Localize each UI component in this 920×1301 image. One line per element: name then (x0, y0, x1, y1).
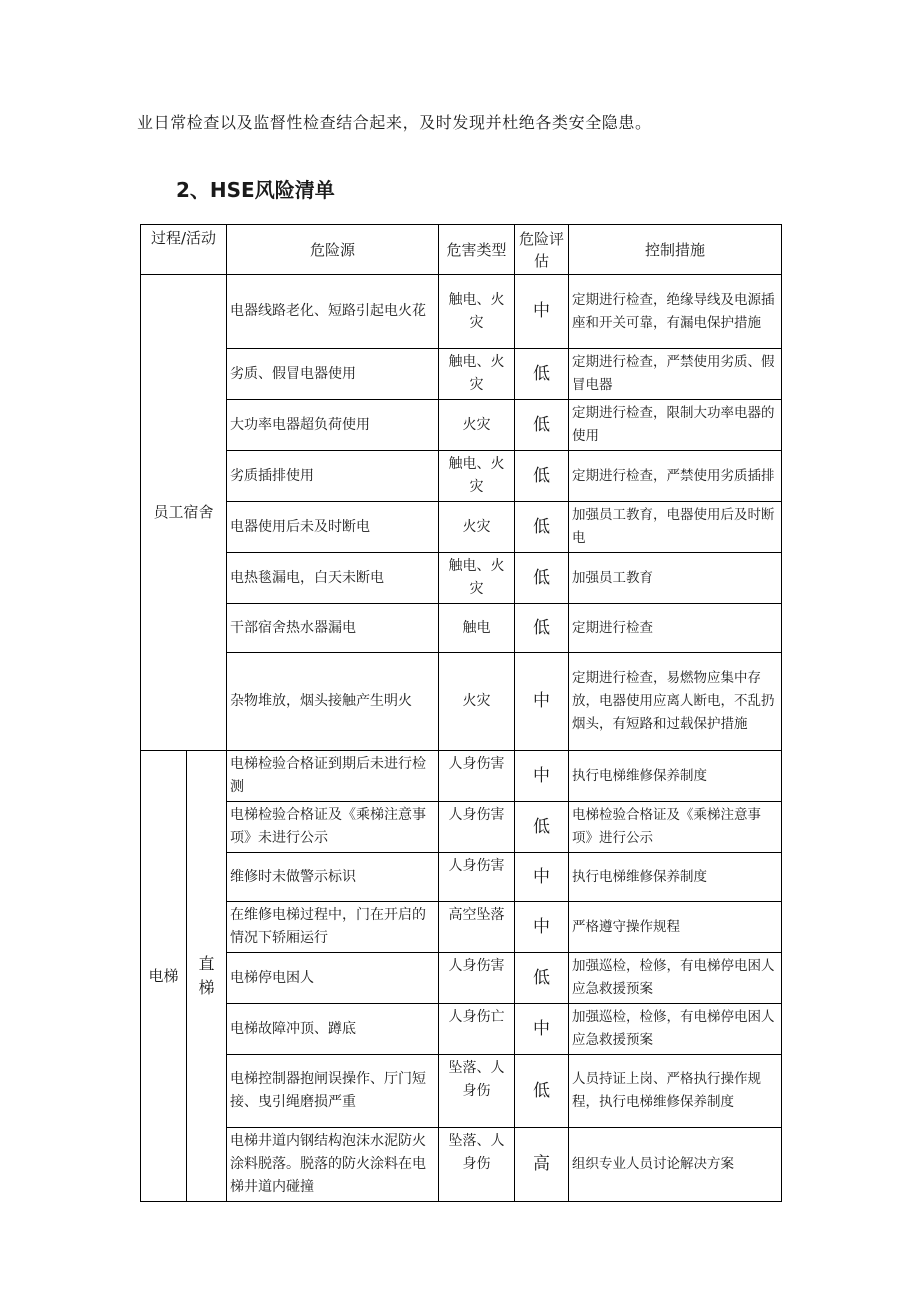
group-elevator: 电梯 (141, 751, 187, 1202)
table-row (141, 1004, 782, 1055)
cell-source: 电器使用后未及时断电 (227, 502, 439, 553)
table-row (141, 1055, 782, 1128)
cell-control: 定期进行检查，严禁使用劣质、假冒电器 (569, 349, 782, 400)
cell-type: 触电 (439, 604, 515, 653)
cell-control: 定期进行检查，限制大功率电器的使用 (569, 400, 782, 451)
cell-control: 加强员工教育 (569, 553, 782, 604)
subgroup-label: 直梯 (198, 954, 215, 997)
cell-type: 人身伤害 (439, 751, 515, 802)
cell-level: 低 (515, 953, 569, 1004)
group-dormitory: 员工宿舍 (141, 275, 227, 751)
cell-level: 中 (515, 853, 569, 902)
cell-type: 触电、火灾 (439, 275, 515, 349)
cell-level: 中 (515, 751, 569, 802)
cell-control: 电梯检验合格证及《乘梯注意事项》进行公示 (569, 802, 782, 853)
cell-source: 电器线路老化、短路引起电火花 (227, 275, 439, 349)
cell-control: 定期进行检查 (569, 604, 782, 653)
table-row (141, 349, 782, 400)
cell-control: 定期进行检查，严禁使用劣质插排 (569, 451, 782, 502)
hse-risk-table (140, 224, 782, 1202)
cell-type: 坠落、人身伤 (439, 1055, 515, 1128)
cell-level: 低 (515, 1055, 569, 1128)
cell-type: 火灾 (439, 400, 515, 451)
cell-control: 组织专业人员讨论解决方案 (569, 1128, 782, 1202)
table-row (141, 902, 782, 953)
cell-level: 中 (515, 902, 569, 953)
table-row (141, 502, 782, 553)
header-source: 危险源 (227, 225, 439, 275)
cell-control: 严格遵守操作规程 (569, 902, 782, 953)
cell-source: 电梯检验合格证到期后未进行检测 (227, 751, 439, 802)
table-row (141, 451, 782, 502)
cell-source: 劣质、假冒电器使用 (227, 349, 439, 400)
cell-control: 定期进行检查，绝缘导线及电源插座和开关可靠，有漏电保护措施 (569, 275, 782, 349)
cell-source: 在维修电梯过程中，门在开启的情况下轿厢运行 (227, 902, 439, 953)
cell-source: 电梯井道内钢结构泡沫水泥防火涂料脱落。脱落的防火涂料在电梯井道内碰撞 (227, 1128, 439, 1202)
table-row (141, 400, 782, 451)
cell-source: 大功率电器超负荷使用 (227, 400, 439, 451)
cell-type: 人身伤害 (439, 953, 515, 1004)
table-row (141, 853, 782, 902)
cell-level: 低 (515, 802, 569, 853)
cell-control: 执行电梯维修保养制度 (569, 751, 782, 802)
table-header-row (141, 225, 782, 275)
cell-level: 低 (515, 451, 569, 502)
cell-type: 坠落、人身伤 (439, 1128, 515, 1202)
section-heading: 2、HSE风险清单 (176, 178, 335, 202)
table-row (141, 751, 782, 802)
header-process: 过程/活动 (141, 225, 227, 275)
cell-type: 高空坠落 (439, 902, 515, 953)
table-row (141, 653, 782, 751)
cell-control: 加强员工教育，电器使用后及时断电 (569, 502, 782, 553)
cell-level: 低 (515, 349, 569, 400)
table-row (141, 553, 782, 604)
cell-control: 加强巡检，检修，有电梯停电困人应急救援预案 (569, 953, 782, 1004)
cell-source: 电热毯漏电，白天未断电 (227, 553, 439, 604)
cell-level: 高 (515, 1128, 569, 1202)
header-type: 危害类型 (439, 225, 515, 275)
header-control: 控制措施 (569, 225, 782, 275)
cell-source: 劣质插排使用 (227, 451, 439, 502)
cell-level: 低 (515, 400, 569, 451)
table-row (141, 1128, 782, 1202)
cell-source: 电梯故障冲顶、蹲底 (227, 1004, 439, 1055)
cell-source: 电梯停电困人 (227, 953, 439, 1004)
table-row (141, 604, 782, 653)
cell-source: 杂物堆放，烟头接触产生明火 (227, 653, 439, 751)
cell-type: 触电、火灾 (439, 349, 515, 400)
cell-type: 触电、火灾 (439, 553, 515, 604)
cell-control: 人员持证上岗、严格执行操作规程，执行电梯维修保养制度 (569, 1055, 782, 1128)
cell-type: 人身伤亡 (439, 1004, 515, 1055)
cell-type: 人身伤害 (439, 853, 515, 902)
table-row (141, 275, 782, 349)
cell-control: 加强巡检，检修，有电梯停电困人应急救援预案 (569, 1004, 782, 1055)
cell-level: 中 (515, 1004, 569, 1055)
cell-level: 中 (515, 275, 569, 349)
header-level: 危险评估 (515, 225, 569, 275)
subgroup-straight-elevator (187, 751, 227, 1202)
cell-type: 火灾 (439, 653, 515, 751)
table-row (141, 802, 782, 853)
cell-source: 电梯控制器抱闸误操作、厅门短接、曳引绳磨损严重 (227, 1055, 439, 1128)
cell-level: 低 (515, 502, 569, 553)
cell-type: 触电、火灾 (439, 451, 515, 502)
cell-source: 维修时未做警示标识 (227, 853, 439, 902)
intro-paragraph: 业日常检查以及监督性检查结合起来，及时发现并杜绝各类安全隐患。 (137, 113, 652, 132)
cell-level: 低 (515, 604, 569, 653)
cell-level: 中 (515, 653, 569, 751)
table-row (141, 953, 782, 1004)
cell-type: 火灾 (439, 502, 515, 553)
cell-control: 定期进行检查，易燃物应集中存放，电器使用应离人断电，不乱扔烟头，有短路和过载保护措施 (569, 653, 782, 751)
cell-control: 执行电梯维修保养制度 (569, 853, 782, 902)
cell-source: 干部宿舍热水器漏电 (227, 604, 439, 653)
cell-level: 低 (515, 553, 569, 604)
cell-type: 人身伤害 (439, 802, 515, 853)
cell-source: 电梯检验合格证及《乘梯注意事项》未进行公示 (227, 802, 439, 853)
